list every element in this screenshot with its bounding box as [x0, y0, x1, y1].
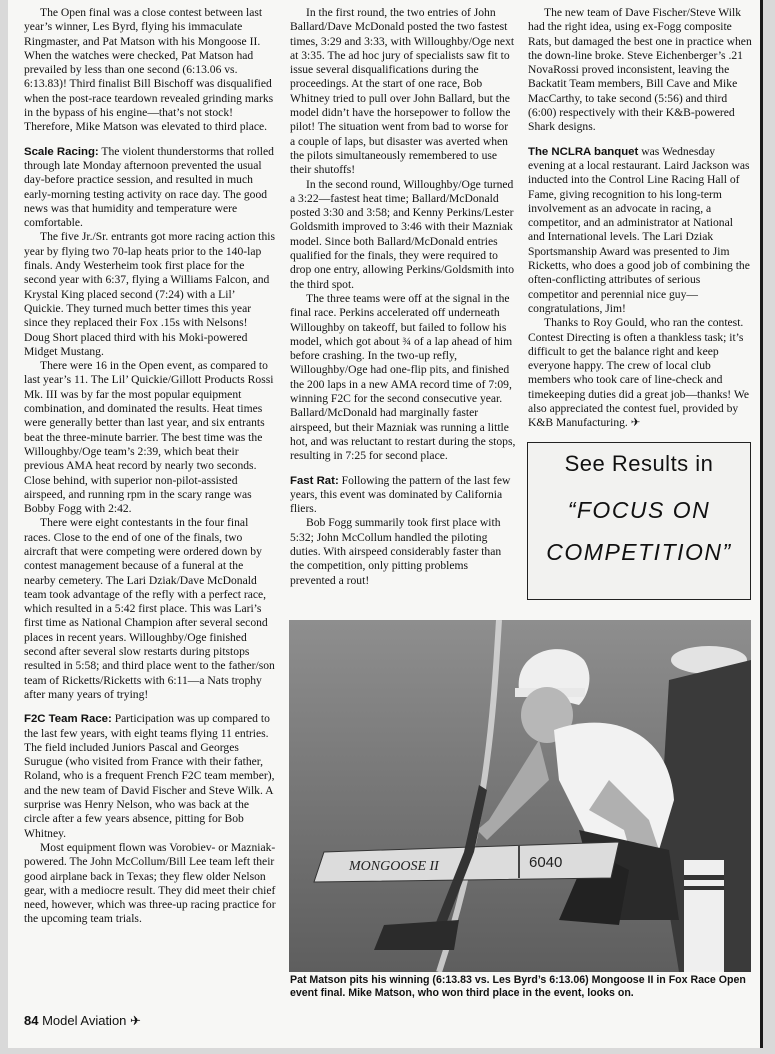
magazine-page: [8, 0, 763, 1048]
photo-illustration: [289, 620, 751, 972]
paragraph: The Open final was a close contest between last year’s winner, Les Byrd, flying his immaculate Ringmaster, and Pat Matson with his Mongoose II. When the watches were checked, Pat Matson had prevailed by less than one second (6:13.06 vs. 6:13.83)! Third finalist Bill Bischoff was disqualified when the post-race teardown revealed grinding marks in the bypass of his engine—that’s not stock! Therefore, Mike Matson was elevated to third place.: [24, 6, 274, 134]
paragraph: Bob Fogg summarily took first place with 5:32; John McCollum handled the piloting duties. With airspeed considerably faster than the competition, only pitting problems prevented a rout!: [290, 516, 502, 587]
section-body: The violent thunderstorms that rolled through late Monday afternoon prevented the usual day-before practice session, and resulted in much early-morning testing activity on race day. The good news was that humidity and temperature were comfortable.: [24, 144, 274, 230]
section-body: Following the pattern of the last few years, this event was dominated by California fliers.: [290, 473, 511, 516]
section-scale-racing: [24, 145, 276, 231]
page-footer: [24, 1013, 141, 1029]
section-f2c-team-race: [24, 712, 276, 841]
paragraph: The new team of Dave Fischer/Steve Wilk had the right idea, using ex-Fogg composite Rats, but damaged the best one in practice when the down-line broke. Steve Eichenberger’s .21 NovaRossi proved inconsistent, leaving the Backatit Team members, Bill Cave and Mike MacCarthy, to take second (5:56) and third (6:00) respectively with their K&B-powered Shark designs.: [528, 6, 752, 134]
promo-line: COMPETITION”: [546, 539, 732, 565]
section-heading: F2C Team Race:: [24, 713, 112, 726]
wing-number: 6040: [529, 854, 563, 871]
paragraph: There were eight contestants in the four final races. Close to the end of one of the finals, two aircraft that were competing were ordered down by contest management because of a funeral at the nearby cemetery. The Lari Dziak/Dave McDonald team took advantage of the refly with a perfect race, which resulted in a 5:42 first place. This was Lari’s first time as National Champion after several second places in recent years. Willoughby/Oge finished second after several slow restarts during pitstops resulted in 5:58; and third place went to the father/son team of Ricketts/Ricketts with 6:11—a Nats trophy after many years of trying!: [24, 516, 275, 701]
section-body: was Wednesday evening at a local restaurant. Laird Jackson was inducted into the Control Line Racing Hall of Fame, giving recognition to his long-term involvement as an advocate in racing, a competitor, and an administrator at National and International levels. The Lari Dziak Sportsmanship Award was presented to Jim Ricketts, who does a good job of combining the often-conflicting attributes of serious competitor and perennial nice guy—congratulations, Jim!: [528, 144, 750, 315]
paragraph: The three teams were off at the signal in the final race. Perkins accelerated off underneath Willoughby on takeoff, but failed to follow his model, which got about ¾ of a lap ahead of him before crashing. In the two-up refly, Willoughby/Oge had one-flip pits, and finished the 200 laps in a new AMA record time of 7:09, winning F2C for the second consecutive year. Ballard/McDonald had marginally faster airspeed, but their Mazniak was running a little hot, and was reluctant to restart during the stops, resulting in 7:25 for second place.: [290, 291, 516, 463]
paragraph: In the first round, the two entries of John Ballard/Dave McDonald posted the two fastest times, 3:29 and 3:33, with Willoughby/Oge next at 3:35. The ad hoc jury of specialists saw fit to issue several disqualifications during the proceedings. At the start of one race, Bob Whitney tried to pull over John Ballard, but the model didn’t have the horsepower to follow the pilot! The situation went from bad to worse for a couple of laps, but disaster was averted when the pilots simultaneously remembered to use their shutoffs!: [290, 6, 515, 177]
text-column-left: [24, 6, 276, 927]
promo-line: “FOCUS ON: [567, 497, 711, 523]
section-body: Participation was up compared to the last few years, with eight teams flying 11 entries. The field included Juniors Pascal and Georges Surugue (who visited from France with their father, Roland, who is a frequent French F2C team member), and the new team of David Fischer and Steve Wilk. A surprise was Henry Nelson, who was back at the circle after a few years absence, pitting for Bob Whitney.: [24, 712, 275, 840]
section-heading: The NCLRA banquet: [528, 145, 639, 158]
section-banquet: [528, 145, 752, 317]
section-heading: Fast Rat:: [290, 474, 339, 487]
results-promo-box: [527, 442, 751, 600]
airplane-icon: ✈: [130, 1013, 141, 1028]
page-number: 84: [24, 1013, 39, 1028]
paragraph: Most equipment flown was Vorobiev- or Mazniak-powered. The John McCollum/Bill Lee team left their good airplane back in Texas; they flew older Nelson gear, with a mediocre result. They did meet their chief need, however, which was three-up racing practice for the upcoming team trials.: [24, 840, 276, 926]
section-heading: Scale Racing:: [24, 145, 99, 158]
paragraph: The five Jr./Sr. entrants got more racing action this year by flying two 70-lap heats prior to the 140-lap finals. Andy Westerheim took first place for the second year with 6:37, flying a Williams Falcon, and Krystal King placed second (7:24) with a Lil’ Quickie. They turned much better times this year since they replaced their Fox .15s with Nelsons! Doug Short placed third with his Moki-powered Midget Mustang.: [24, 230, 276, 358]
text-column-right: [528, 6, 752, 431]
magazine-title: Model Aviation: [42, 1013, 127, 1028]
promo-line: See Results in: [564, 451, 714, 476]
paragraph: Thanks to Roy Gould, who ran the contest. Contest Directing is often a thankless task; it’s difficult to get the balance right and keep everyone happy. The crew of local club members who took care of line-check and timekeeping duties did a great job—thanks! We also appreciated the contest fuel, provided by K&B Manufacturing. ✈: [528, 316, 750, 430]
photo-caption: Pat Matson pits his winning (6:13.83 vs. Les Byrd’s 6:13.06) Mongoose II in Fox Race Open event final. Mike Matson, who won third place in the event, looks on.: [290, 974, 746, 1000]
race-photo: [289, 620, 751, 972]
section-fast-rat: [290, 474, 516, 517]
paragraph: There were 16 in the Open event, as compared to last year’s 11. The Lil’ Quickie/Gillott Products Rossi Mk. III was by far the most popular equipment combination, and dominated the results. Heat times were generally better than last year, and six entrants beat the three-minute barrier. The best time was the Willoughby/Oge team’s 2:39, which beat their previous AMA heat record by nearly two seconds. Close behind, with superior non-pilot-assisted airspeed, and running rpm in the scary range was Bobby Fogg with 2:42.: [24, 359, 274, 516]
text-column-middle: [290, 6, 516, 588]
wing-lettering: MONGOOSE II: [349, 859, 439, 874]
paragraph: In the second round, Willoughby/Oge turned a 3:22—fastest heat time; Ballard/McDonald posted 3:30 and 3:58; and Kenny Perkins/Lester Goldsmith improved to 3:46 with their Mazniak model. Since both Ballard/McDonald entries qualified for the finals, they were required to drop one entry, allowing Perkins/Goldsmith into the third spot.: [290, 177, 515, 291]
